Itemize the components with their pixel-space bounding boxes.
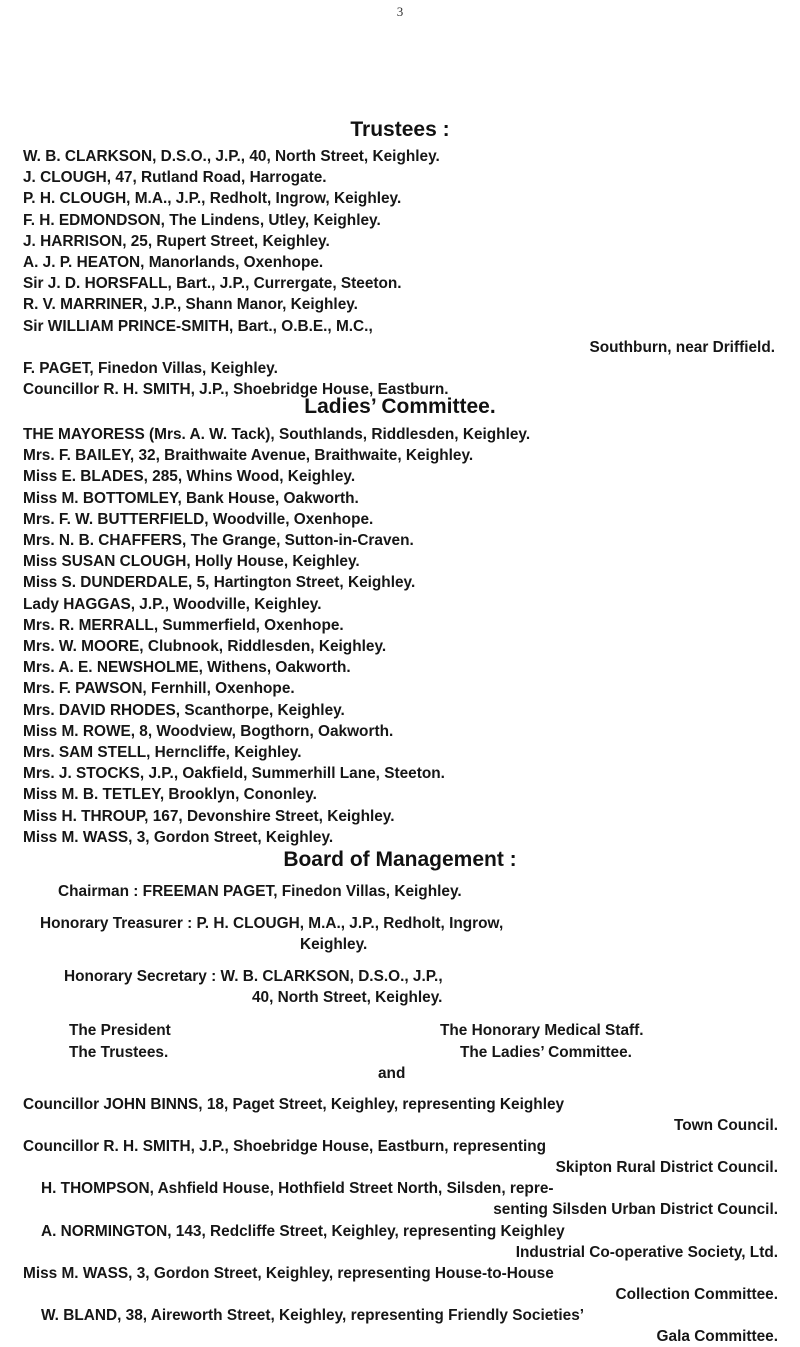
committee-member: Miss S. DUNDERDALE, 5, Hartington Street, Keighley. <box>23 574 416 592</box>
trustee-entry: F. H. EDMONDSON, The Lindens, Utley, Keighley. <box>23 211 381 229</box>
committee-member: THE MAYORESS (Mrs. A. W. Tack), Southlands, Riddlesden, Keighley. <box>23 426 531 443</box>
committee-member: Miss SUSAN CLOUGH, Holly House, Keighley. <box>23 553 360 571</box>
representative-entry: Councillor JOHN BINNS, 18, Paget Street, Keighley, representing Keighley <box>23 1096 565 1113</box>
trustee-entry: Sir WILLIAM PRINCE-SMITH, Bart., O.B.E., M.C., <box>23 317 373 335</box>
trustee-entry-continuation: Southburn, near Driffield. <box>589 338 775 356</box>
representative-entry-continuation: Gala Committee. <box>656 1328 778 1346</box>
committee-member: Miss M. BOTTOMLEY, Bank House, Oakworth. <box>23 489 359 507</box>
representative-entry-continuation: senting Silsden Urban District Council. <box>493 1201 778 1219</box>
representative-entry-continuation: Skipton Rural District Council. <box>555 1159 778 1177</box>
committee-member: Miss H. THROUP, 167, Devonshire Street, Keighley. <box>23 807 395 825</box>
and-conjunction: and <box>378 1065 406 1082</box>
ladies-committee-list <box>23 424 783 848</box>
ladies-label: The Ladies’ Committee. <box>460 1044 632 1061</box>
committee-member: Mrs. W. MOORE, Clubnook, Riddlesden, Keighley. <box>23 638 387 656</box>
representative-entry: W. BLAND, 38, Aireworth Street, Keighley, representing Friendly Societies’ <box>41 1306 585 1324</box>
representative-entry: A. NORMINGTON, 143, Redcliffe Street, Keighley, representing Keighley <box>41 1222 565 1240</box>
trustee-entry: W. B. CLARKSON, D.S.O., J.P., 40, North Street, Keighley. <box>23 148 440 165</box>
committee-member: Miss E. BLADES, 285, Whins Wood, Keighley. <box>23 468 356 486</box>
committee-member: Mrs. A. E. NEWSHOLME, Withens, Oakworth. <box>23 659 351 677</box>
trustee-entry: J. CLOUGH, 47, Rutland Road, Harrogate. <box>23 169 327 187</box>
committee-member: Mrs. F. PAWSON, Fernhill, Oxenhope. <box>23 680 295 698</box>
committee-member: Miss M. ROWE, 8, Woodview, Bogthorn, Oakworth. <box>23 722 394 740</box>
representative-entry: Councillor R. H. SMITH, J.P., Shoebridge House, Eastburn, representing <box>23 1138 547 1156</box>
trustee-entry: A. J. P. HEATON, Manorlands, Oxenhope. <box>23 254 324 272</box>
trustee-entry: F. PAGET, Finedon Villas, Keighley. <box>23 360 278 378</box>
committee-member: Mrs. DAVID RHODES, Scanthorpe, Keighley. <box>23 701 345 719</box>
medical-staff-label: The Honorary Medical Staff. <box>440 1022 644 1039</box>
page-number: 3 <box>396 4 404 19</box>
representatives-list <box>23 1094 778 1347</box>
secretary-entry-continuation: 40, North Street, Keighley. <box>252 989 443 1006</box>
committee-member: Mrs. F. W. BUTTERFIELD, Woodville, Oxenhope. <box>23 510 374 528</box>
president-label: The President <box>69 1022 171 1039</box>
chairman-entry: Chairman : FREEMAN PAGET, Finedon Villas, Keighley. <box>58 883 462 900</box>
committee-member: Mrs. N. B. CHAFFERS, The Grange, Sutton-in-Craven. <box>23 532 414 550</box>
trustees-heading: Trustees : <box>350 118 450 141</box>
representative-entry-continuation: Industrial Co-operative Society, Ltd. <box>515 1243 778 1261</box>
trustee-entry: Councillor R. H. SMITH, J.P., Shoebridge House, Eastburn. <box>23 381 449 399</box>
secretary-entry: Honorary Secretary : W. B. CLARKSON, D.S.O., J.P., <box>64 968 443 985</box>
trustees-list <box>23 146 783 400</box>
representative-entry-continuation: Collection Committee. <box>615 1285 778 1303</box>
committee-member: Miss M. WASS, 3, Gordon Street, Keighley. <box>23 828 334 846</box>
representative-entry-continuation: Town Council. <box>673 1117 778 1135</box>
ladies-committee-heading: Ladies’ Committee. <box>304 395 496 418</box>
committee-member: Mrs. SAM STELL, Herncliffe, Keighley. <box>23 744 302 762</box>
trustee-entry: Sir J. D. HORSFALL, Bart., J.P., Currergate, Steeton. <box>23 275 402 293</box>
committee-member: Mrs. J. STOCKS, J.P., Oakfield, Summerhill Lane, Steeton. <box>23 765 445 783</box>
trustees-label: The Trustees. <box>69 1044 169 1061</box>
representative-entry: Miss M. WASS, 3, Gordon Street, Keighley, representing House-to-House <box>23 1264 554 1282</box>
committee-member: Mrs. R. MERRALL, Summerfield, Oxenhope. <box>23 616 344 634</box>
trustee-entry: R. V. MARRINER, J.P., Shann Manor, Keighley. <box>23 296 358 314</box>
trustee-entry: J. HARRISON, 25, Rupert Street, Keighley. <box>23 232 330 250</box>
trustee-entry: P. H. CLOUGH, M.A., J.P., Redholt, Ingrow, Keighley. <box>23 190 402 208</box>
treasurer-entry: Honorary Treasurer : P. H. CLOUGH, M.A., J.P., Redholt, Ingrow, <box>40 915 504 932</box>
treasurer-entry-continuation: Keighley. <box>300 936 368 953</box>
committee-member: Lady HAGGAS, J.P., Woodville, Keighley. <box>23 595 322 613</box>
board-heading: Board of Management : <box>283 848 517 871</box>
committee-member: Mrs. F. BAILEY, 32, Braithwaite Avenue, Braithwaite, Keighley. <box>23 447 474 465</box>
committee-member: Miss M. B. TETLEY, Brooklyn, Cononley. <box>23 786 317 804</box>
representative-entry: H. THOMPSON, Ashfield House, Hothfield Street North, Silsden, repre- <box>41 1180 554 1198</box>
